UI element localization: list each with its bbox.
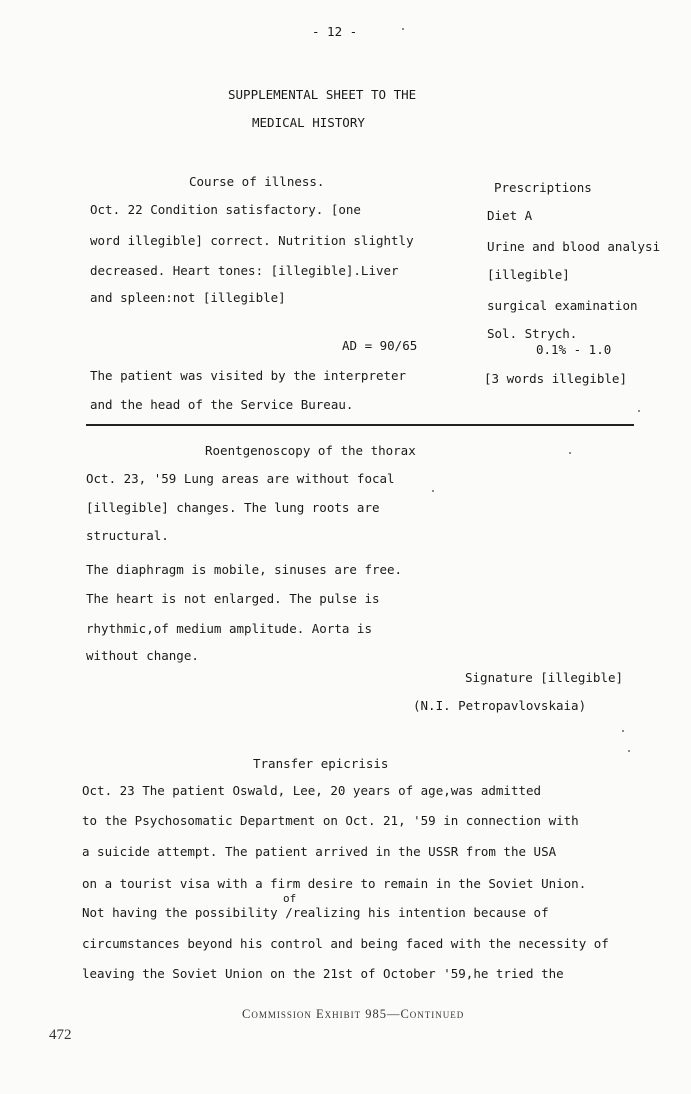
section-divider [86,424,634,426]
heading-line-1: SUPPLEMENTAL SHEET TO THE [228,87,417,102]
course-line-3: decreased. Heart tones: [illegible].Liver [90,263,399,278]
epicrisis-line-2: to the Psychosomatic Department on Oct. 21, '59 in connection with [82,813,579,828]
roentgen-line-6: rhythmic,of medium amplitude. Aorta is [86,621,372,636]
page-number: 472 [49,1027,72,1043]
course-line-2: word illegible] correct. Nutrition slightly [90,233,414,248]
scan-speck [638,410,640,412]
epicrisis-line-3: a suicide attempt. The patient arrived in the USSR from the USA [82,844,557,859]
roentgen-line-1: Oct. 23, '59 Lung areas are without focal [86,471,395,486]
signature: Signature [illegible] [465,670,624,685]
visit-line-2: and the head of the Service Bureau. [90,397,354,412]
scan-speck [432,490,434,492]
prescription-6: 0.1% - 1.0 [536,342,612,357]
scan-speck [622,730,624,732]
epicrisis-insert: of [283,892,297,905]
scan-speck [402,28,404,30]
roentgen-line-2: [illegible] changes. The lung roots are [86,500,380,515]
course-line-4: and spleen:not [illegible] [90,290,286,305]
roentgen-line-4: The diaphragm is mobile, sinuses are free. [86,562,403,577]
epicrisis-line-4: on a tourist visa with a firm desire to remain in the Soviet Union. [82,876,587,891]
roentgen-line-5: The heart is not enlarged. The pulse is [86,591,380,606]
prescription-4: surgical examination [487,298,638,313]
roentgen-line-7: without change. [86,648,199,663]
epicrisis-line-1: Oct. 23 The patient Oswald, Lee, 20 years of age,was admitted [82,783,542,798]
epicrisis-title: Transfer epicrisis [253,756,389,771]
roentgen-title: Roentgenoscopy of the thorax [205,443,416,458]
scan-speck [628,750,630,752]
epicrisis-line-7: leaving the Soviet Union on the 21st of October '59,he tried the [82,966,564,981]
prescription-5: Sol. Strych. [487,326,578,341]
signer-name: (N.I. Petropavlovskaia) [413,698,587,713]
exhibit-caption: Commission Exhibit 985—Continued [242,1007,465,1021]
epicrisis-line-6: circumstances beyond his control and being faced with the necessity of [82,936,609,951]
prescriptions-title: Prescriptions [494,180,592,195]
heading-line-2: MEDICAL HISTORY [252,115,365,130]
visit-line-1: The patient was visited by the interpreter [90,368,407,383]
course-line-1: Oct. 22 Condition satisfactory. [one [90,202,361,217]
prescription-2: Urine and blood analysi [487,239,661,254]
prescription-3: [illegible] [487,267,570,282]
scan-speck [569,452,571,454]
roentgen-line-3: structural. [86,528,169,543]
course-title: Course of illness. [189,174,325,189]
epicrisis-line-5: Not having the possibility /realizing his intention because of [82,905,549,920]
blood-pressure: AD = 90/65 [342,338,418,353]
page-marker: - 12 - [312,24,358,39]
prescription-1: Diet A [487,208,533,223]
prescription-7: [3 words illegible] [484,371,627,386]
